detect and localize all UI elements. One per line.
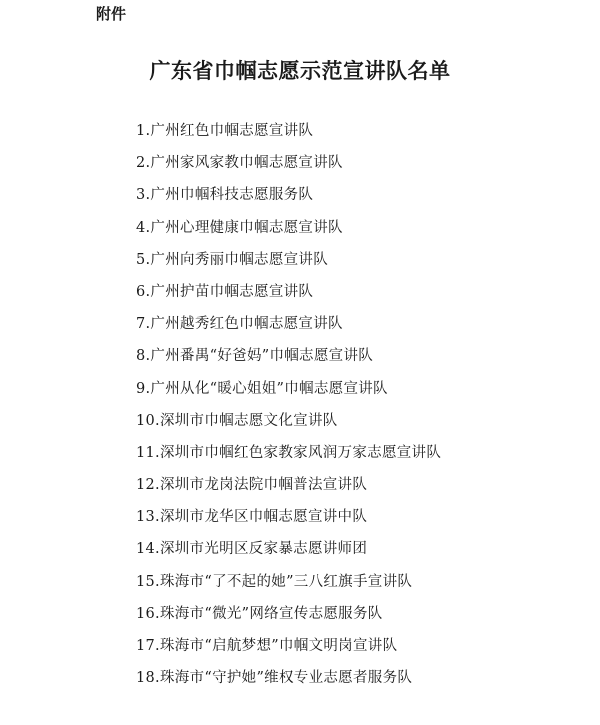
list-item: 8.广州番禺“好爸妈”巾帼志愿宣讲队 (136, 348, 374, 365)
list-item: 3.广州巾帼科技志愿服务队 (136, 187, 314, 204)
list-item: 17.珠海市“启航梦想”巾帼文明岗宣讲队 (136, 638, 398, 654)
page-title: 广东省巾帼志愿示范宣讲队名单 (149, 59, 451, 83)
list-item: 12.深圳市龙岗法院巾帼普法宣讲队 (136, 477, 368, 494)
list-item: 11.深圳市巾帼红色家教家风润万家志愿宣讲队 (136, 444, 442, 461)
list-item: 7.广州越秀红色巾帼志愿宣讲队 (136, 316, 343, 333)
list-item: 2.广州家风家教巾帼志愿宣讲队 (136, 155, 343, 172)
list-item: 1.广州红色巾帼志愿宣讲队 (136, 123, 314, 139)
list-item: 4.广州心理健康巾帼志愿宣讲队 (136, 219, 343, 236)
attachment-label: 附件 (96, 5, 127, 23)
list-item: 10.深圳市巾帼志愿文化宣讲队 (136, 412, 338, 429)
list-item: 9.广州从化“暖心姐姐”巾帼志愿宣讲队 (136, 380, 388, 397)
list-item: 15.珠海市“了不起的她”三八红旗手宣讲队 (136, 573, 413, 590)
list-item: 18.珠海市“守护她”维权专业志愿者服务队 (136, 670, 413, 687)
list-item: 16.珠海市“微光”网络宣传志愿服务队 (136, 605, 383, 622)
team-list (136, 119, 441, 698)
list-item: 5.广州向秀丽巾帼志愿宣讲队 (136, 251, 329, 268)
list-item: 6.广州护苗巾帼志愿宣讲队 (136, 283, 314, 300)
list-item: 14.深圳市光明区反家暴志愿讲师团 (136, 541, 368, 558)
list-item: 13.深圳市龙华区巾帼志愿宣讲中队 (136, 509, 368, 526)
